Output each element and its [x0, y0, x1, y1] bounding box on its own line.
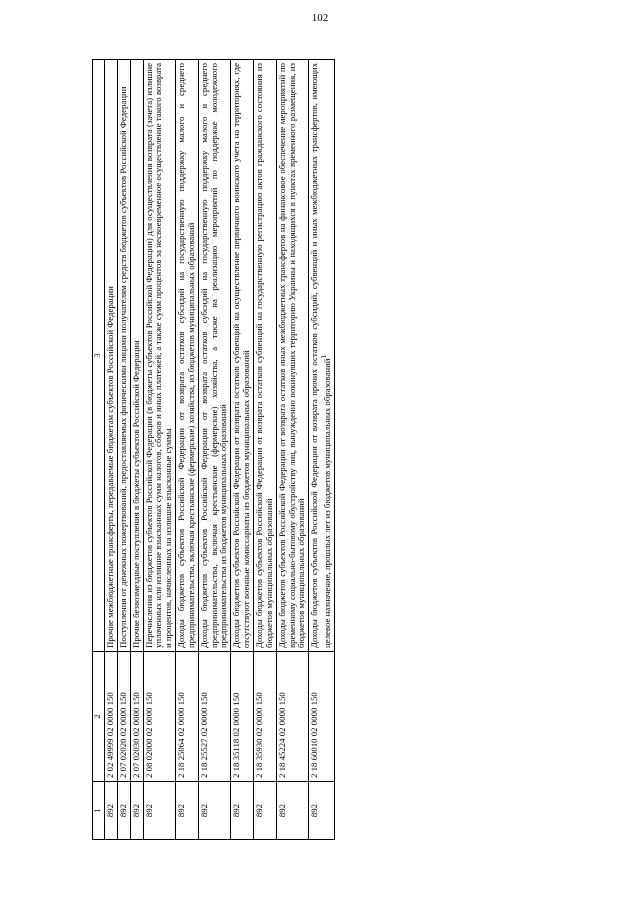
- revenue-name-cell: Доходы бюджетов субъектов Российской Федерации от возврата остатков субсидий на государственную поддержку малого и среднего предпринимательства, включая крестьянские (фермерские) хозяйства, из бюджетов муниципальных образований: [176, 60, 199, 652]
- admin-code-cell: 892: [276, 782, 309, 840]
- admin-code-cell: 892: [130, 782, 143, 840]
- revenue-code-cell: 2 08 02000 02 0000 150: [143, 652, 176, 782]
- revenue-code-cell: 2 18 35118 02 0000 150: [231, 652, 254, 782]
- admin-code-cell: 892: [143, 782, 176, 840]
- revenue-code-cell: 2 07 02020 02 0000 150: [117, 652, 130, 782]
- header-col-2: 2: [93, 652, 105, 782]
- admin-code-cell: 892: [176, 782, 199, 840]
- header-col-1: 1: [93, 782, 105, 840]
- revenue-code-cell: 2 02 49999 02 0000 150: [105, 652, 118, 782]
- admin-code-cell: 892: [309, 782, 335, 840]
- revenue-code-cell: 2 18 35930 02 0000 150: [253, 652, 276, 782]
- revenue-name-cell: Доходы бюджетов субъектов Российской Федерации от возврата остатков иных межбюджетных трансфертов на финансовое обеспечение мероприятий по временному социально-бытовому обустройству лиц, вынужденно покинувших территорию Украины и находящихся в пунктах временного размещения, из бюджетов муниципальных образований: [276, 60, 309, 652]
- revenue-name-text: Доходы бюджетов субъектов Российской Федерации от возврата прочих остатков субсидий, субвенций и иных межбюджетных трансфертов, имеющих целевое назначение, прошлых лет из бюджетов муниципальных образований: [309, 63, 332, 648]
- revenue-name-cell: Перечисления из бюджетов субъектов Российской Федерации (в бюджеты субъектов Российской Федерации) для осуществления возврата (зачета) излишне уплаченных или излишне взысканных сумм налогов, сборов и иных платежей, а также сумм процентов за несвоевременное осуществление такого возврата и процентов, начисленных на излишне взысканные суммы: [143, 60, 176, 652]
- admin-code-cell: 892: [231, 782, 254, 840]
- revenue-code-cell: 2 07 02030 02 0000 150: [130, 652, 143, 782]
- table-row: [276, 60, 309, 840]
- revenue-code-cell: 2 18 45224 02 0000 150: [276, 652, 309, 782]
- header-col-3: 3: [93, 60, 105, 652]
- admin-code-cell: 892: [105, 782, 118, 840]
- table-header-row: [93, 60, 105, 840]
- revenue-name-cell: [309, 60, 335, 652]
- revenue-name-cell: Доходы бюджетов субъектов Российской Федерации от возврата остатков субсидий на государственную поддержку малого и среднего предпринимательства, включая крестьянские (фермерские) хозяйства, а также на реализацию мероприятий по поддержке молодежного предпринимательства из бюджетов муниципальных образований: [198, 60, 231, 652]
- revenue-name-cell: Прочие безвозмездные поступления в бюджеты субъектов Российской Федерации: [130, 60, 143, 652]
- page-number: 102: [311, 12, 329, 24]
- table-row: [143, 60, 176, 840]
- revenue-codes-table: [92, 59, 335, 840]
- table-row: [105, 60, 118, 840]
- revenue-name-cell: Прочие межбюджетные трансферты, передаваемые бюджетам субъектов Российской Федерации: [105, 60, 118, 652]
- admin-code-cell: 892: [253, 782, 276, 840]
- admin-code-cell: 892: [198, 782, 231, 840]
- footnote-marker: 1: [319, 354, 329, 359]
- table-row: [130, 60, 143, 840]
- table-row: [309, 60, 335, 840]
- table-row: [231, 60, 254, 840]
- revenue-name-cell: Доходы бюджетов субъектов Российской Федерации от возврата остатков субвенций на осуществление первичного воинского учета на территориях, где отсутствуют военные комиссариаты из бюджетов муниципальных образований: [231, 60, 254, 652]
- revenue-code-cell: 2 18 25527 02 0000 150: [198, 652, 231, 782]
- table-row: [117, 60, 130, 840]
- table-row: [253, 60, 276, 840]
- revenue-code-cell: 2 18 60010 02 0000 150: [309, 652, 335, 782]
- rotated-table-container: [92, 60, 542, 840]
- table-row: [198, 60, 231, 840]
- revenue-name-cell: Поступления от денежных пожертвований, предоставляемых физическими лицами получателям средств бюджетов субъектов Российской Федерации: [117, 60, 130, 652]
- revenue-code-cell: 2 18 25064 02 0000 150: [176, 652, 199, 782]
- table-row: [176, 60, 199, 840]
- revenue-name-cell: Доходы бюджетов субъектов Российской Федерации от возврата остатков субвенций на государственную регистрацию актов гражданского состояния из бюджетов муниципальных образований: [253, 60, 276, 652]
- admin-code-cell: 892: [117, 782, 130, 840]
